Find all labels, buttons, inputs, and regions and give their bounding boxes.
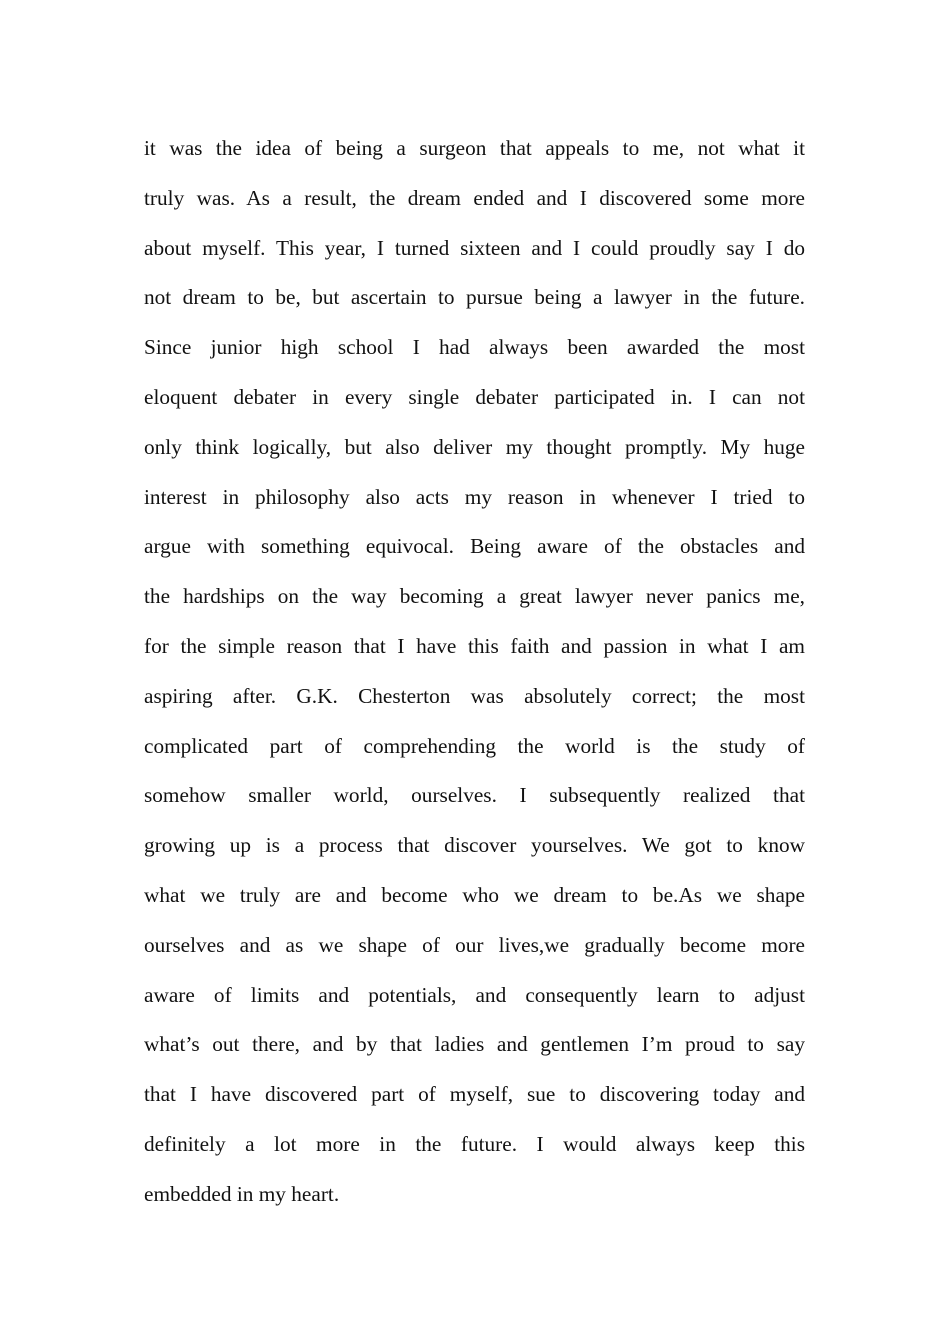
essay-paragraph [144, 124, 805, 1220]
text-line: what we truly are and become who we dream to be.As we shape [144, 882, 805, 907]
text-line: that I have discovered part of myself, sue to discovering today and [144, 1082, 805, 1107]
text-line: complicated part of comprehending the world is the study of [144, 733, 805, 758]
text-line: ourselves and as we shape of our lives,we gradually become more [144, 932, 805, 957]
text-line: for the simple reason that I have this faith and passion in what I am [144, 633, 805, 658]
text-line: Since junior high school I had always been awarded the most [144, 335, 805, 360]
text-line: truly was. As a result, the dream ended and I discovered some more [144, 185, 805, 210]
text-line: interest in philosophy also acts my reason in whenever I tried to [144, 484, 805, 509]
text-line: aware of limits and potentials, and consequently learn to adjust [144, 982, 805, 1007]
text-line: the hardships on the way becoming a great lawyer never panics me, [144, 584, 805, 609]
text-line: about myself. This year, I turned sixteen and I could proudly say I do [144, 235, 805, 260]
text-line: aspiring after. G.K. Chesterton was absolutely correct; the most [144, 683, 805, 708]
text-line: argue with something equivocal. Being aware of the obstacles and [144, 534, 805, 559]
text-line: what’s out there, and by that ladies and gentlemen I’m proud to say [144, 1032, 805, 1057]
text-line: definitely a lot more in the future. I would always keep this [144, 1131, 805, 1156]
text-line: somehow smaller world, ourselves. I subsequently realized that [144, 783, 805, 808]
text-line: not dream to be, but ascertain to pursue being a lawyer in the future. [144, 285, 805, 310]
text-line: eloquent debater in every single debater participated in. I can not [144, 384, 805, 409]
text-line: it was the idea of being a surgeon that appeals to me, not what it [144, 136, 805, 160]
text-line: growing up is a process that discover yourselves. We got to know [144, 833, 805, 858]
text-line: embedded in my heart. [144, 1181, 340, 1206]
text-line: only think logically, but also deliver my thought promptly. My huge [144, 434, 805, 459]
